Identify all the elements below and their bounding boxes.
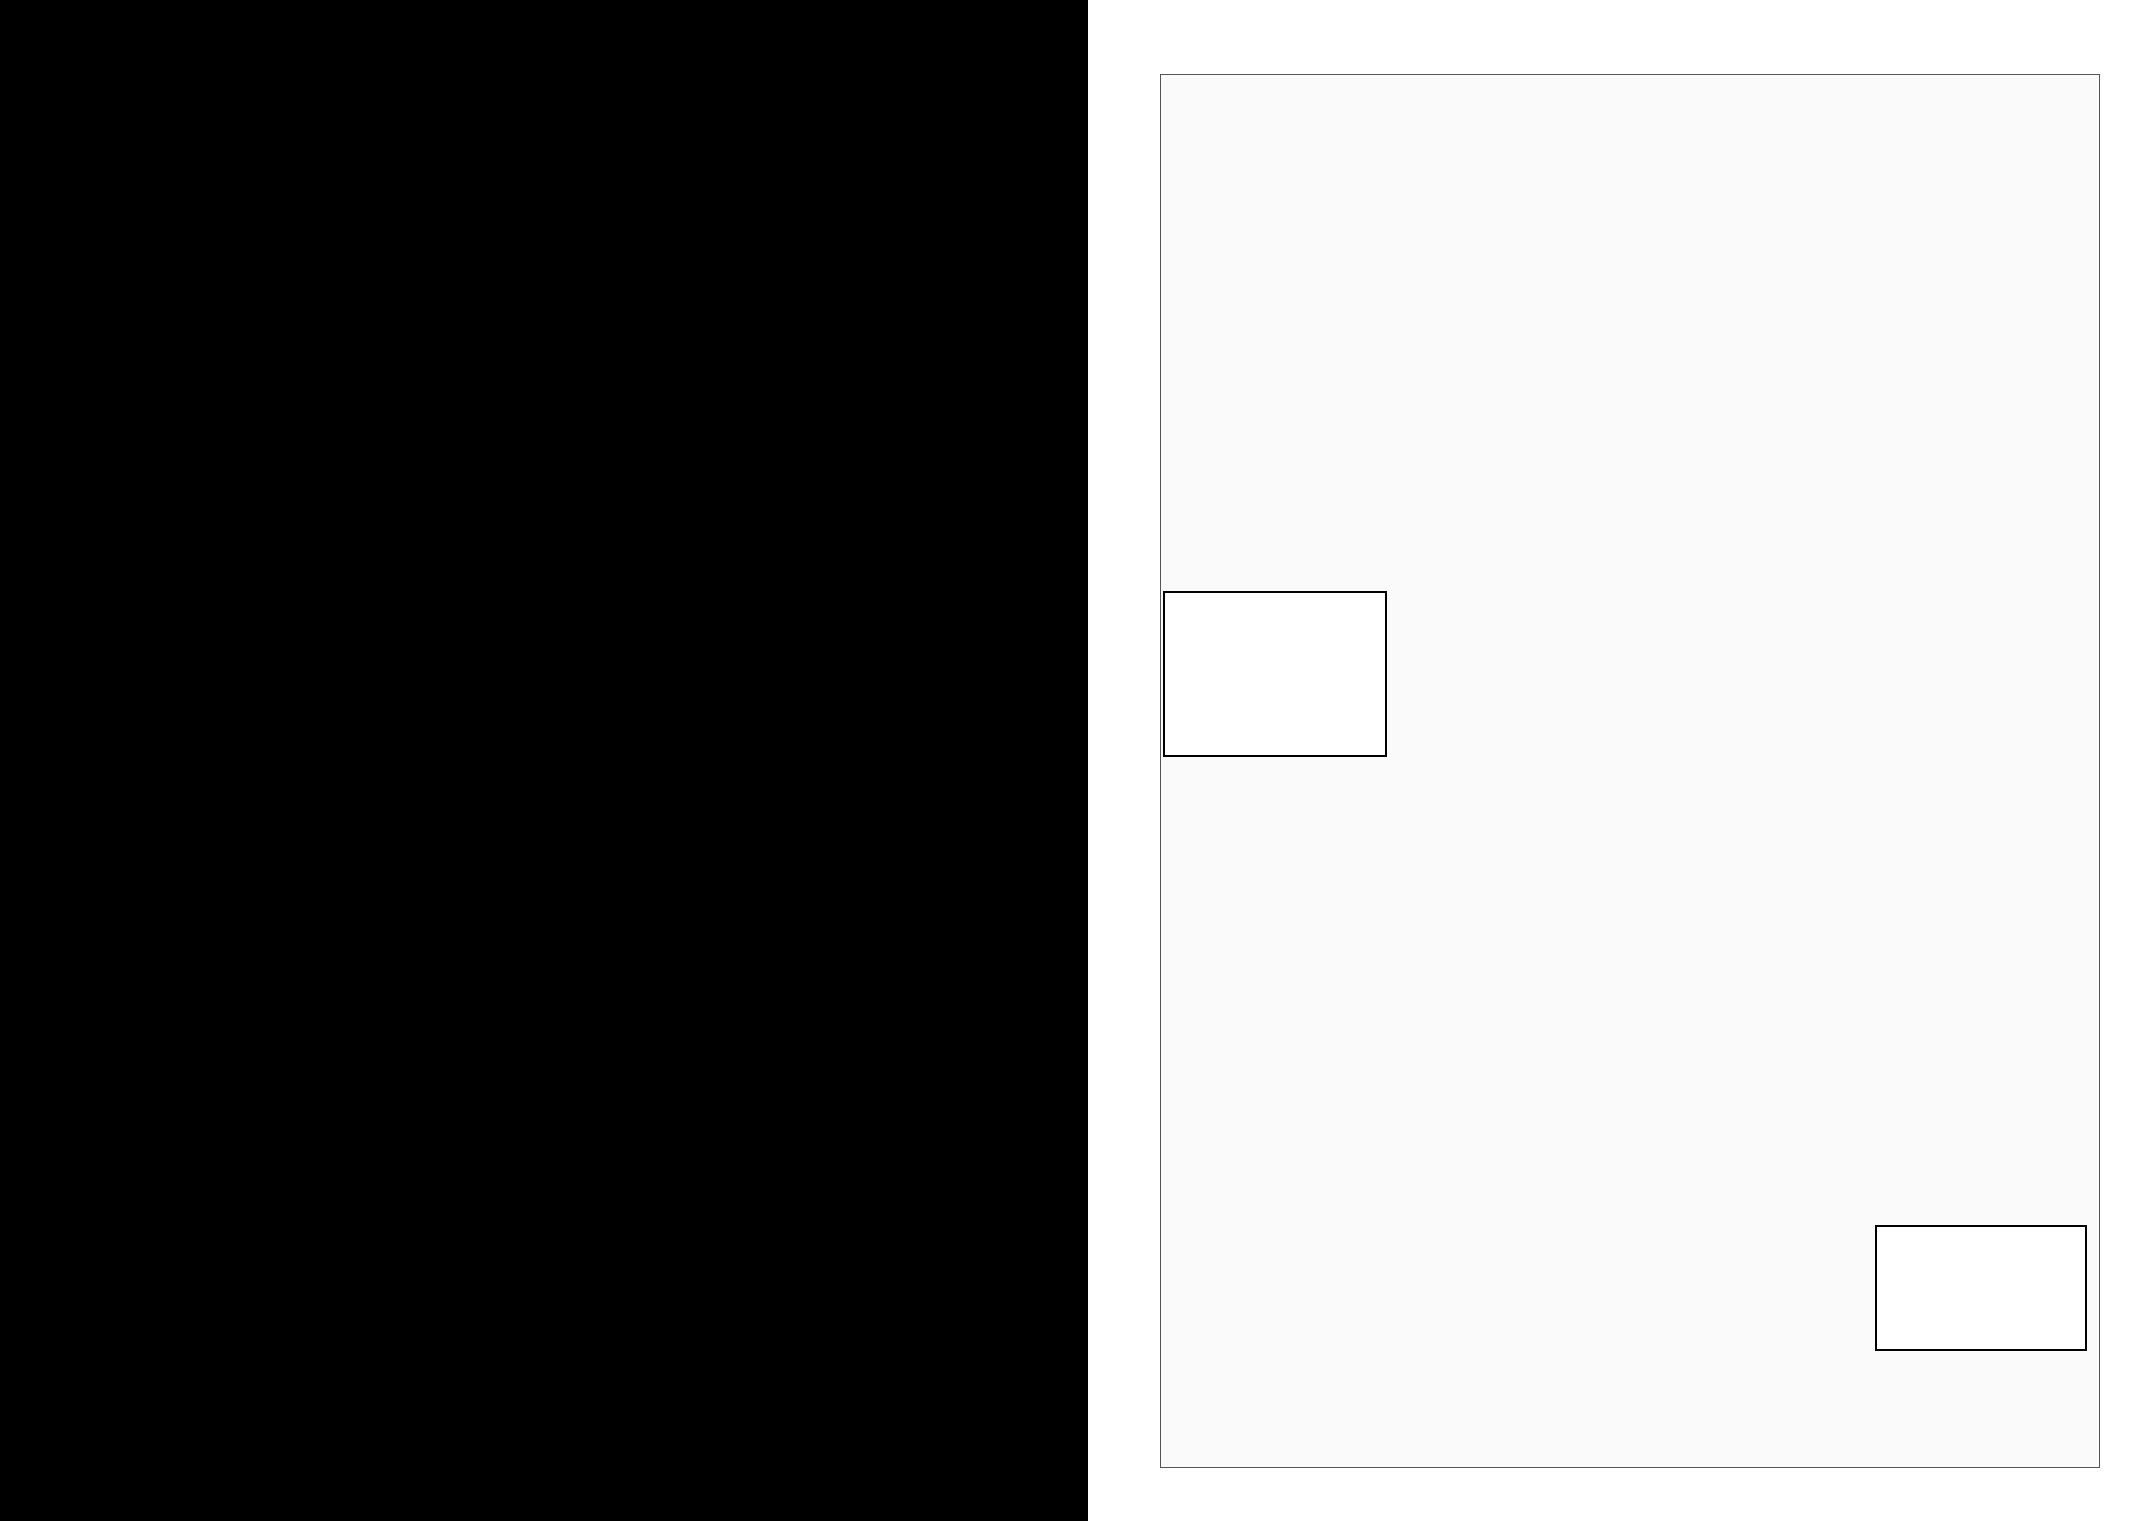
future-development-page xyxy=(1088,0,2150,1521)
relationship-callout xyxy=(1163,591,1387,757)
city-axonometric-frame xyxy=(1160,74,2100,1468)
devices-callout xyxy=(1875,1225,2087,1351)
